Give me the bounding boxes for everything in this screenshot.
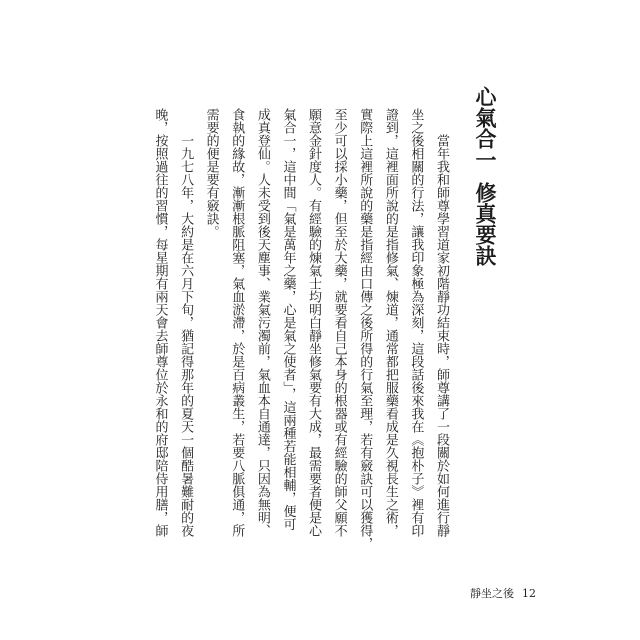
page-number: 12	[522, 587, 536, 600]
text-column: 願意金針度人。有經驗的煉氣士均明白靜坐修氣要有大成，最需要者便是心	[306, 108, 322, 537]
title-part: 心氣合一	[473, 86, 497, 170]
text-column: 實際上這裡所說的藥是指經由口傳之後所得的行氣至理，若有竅訣可以獲得，	[357, 108, 373, 550]
text-column: 當年我和師尊學習道家初階靜功結束時，師尊講了一段關於如何進行靜	[434, 134, 449, 537]
text-column: 至少可以採小藥，但至於大藥，就要看自己本身的根器或有經驗的師父願不	[331, 108, 347, 537]
page-title	[473, 86, 497, 266]
body-text	[147, 108, 454, 550]
text-column: 晚，按照過往的習慣，每星期有兩天會去師尊位於永和的府邸陪侍用膳，師	[152, 108, 168, 537]
text-column: 證到，這裡面所說的是指修氣、煉道，通常都把服藥看成是久視長生之術，	[382, 108, 398, 537]
text-column: 食執的緣故，漸漸根脈阻塞，氣血淤滯，於是百病叢生，若要八脈俱通，所	[229, 108, 245, 537]
title-part: 修真要訣	[473, 182, 497, 266]
text-column: 需要的便是要有竅訣。	[203, 108, 219, 238]
text-column: 坐之後相關的行法，讓我印象極為深刻，這段話後來我在《抱朴子》裡有印	[408, 108, 424, 537]
paragraph	[198, 108, 454, 550]
running-title: 靜坐之後	[470, 587, 514, 600]
text-column: 一九七八年，大約是在六月下旬，猶記得那年的夏天一個酷暑難耐的夜	[178, 134, 194, 537]
text-column: 氣合一，這中間「氣是萬年之藥，心是氣之使者」，這兩種若能相輔，便可	[280, 108, 296, 531]
text-column: 成真登仙。人未受到後天塵事、業氣污濁前，氣血本自通達，只因為無明、	[254, 108, 270, 537]
page-footer	[470, 587, 536, 601]
paragraph	[147, 108, 198, 540]
